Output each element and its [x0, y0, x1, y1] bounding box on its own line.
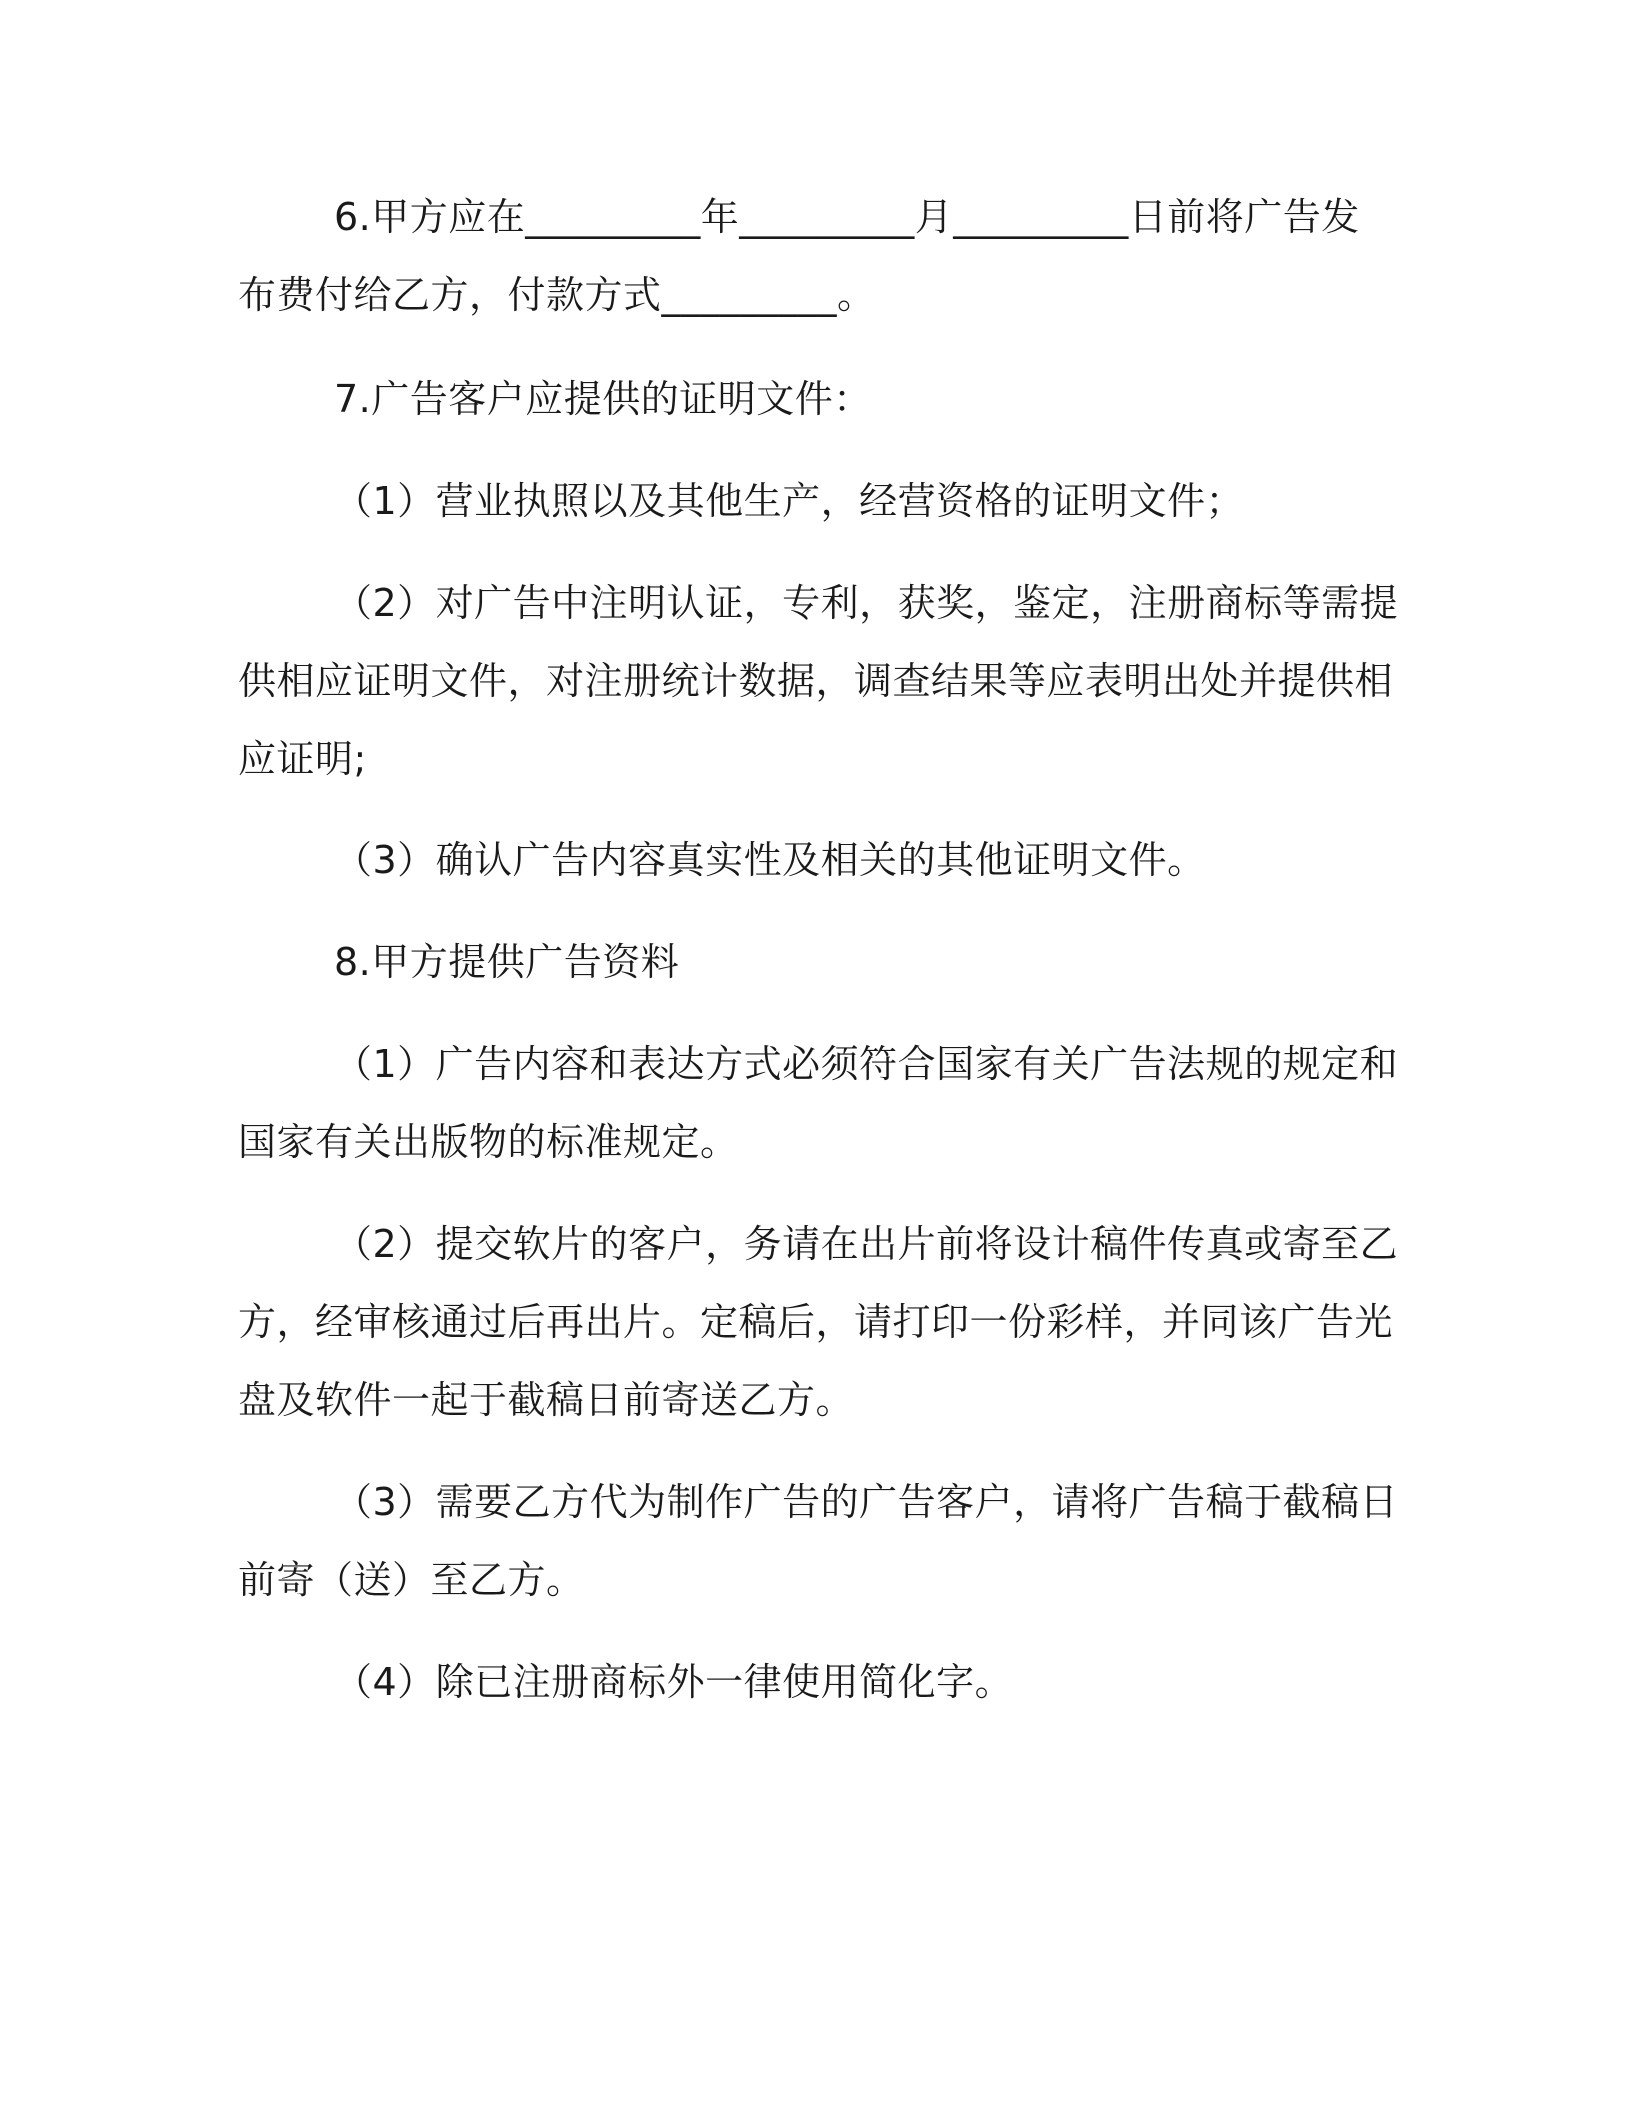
text-line: （3）确认广告内容真实性及相关的其他证明文件。 — [334, 838, 1206, 882]
paragraph-item-7-3 — [238, 821, 1368, 899]
paragraph-item-7 — [238, 360, 1368, 438]
paragraph-item-8 — [238, 923, 1368, 1001]
paragraph-item-8-1 — [238, 1025, 1399, 1181]
paragraph-item-7-2 — [238, 564, 1399, 798]
text-line: （2）对广告中注明认证，专利，获奖，鉴定，注册商标等需提 — [334, 581, 1399, 625]
paragraph-item-8-4 — [238, 1643, 1368, 1721]
text-line: 布费付给乙方，付款方式_________。 — [238, 273, 876, 317]
paragraph-item-8-2 — [238, 1205, 1399, 1439]
text-line: 7.广告客户应提供的证明文件： — [334, 377, 872, 421]
text-line: （2）提交软片的客户，务请在出片前将设计稿件传真或寄至乙 — [334, 1222, 1399, 1266]
text-line: 方，经审核通过后再出片。定稿后，请打印一份彩样，并同该广告光 — [238, 1300, 1394, 1344]
paragraph-item-7-1 — [238, 462, 1368, 540]
text-line: 应证明; — [238, 737, 367, 781]
text-line: 国家有关出版物的标准规定。 — [238, 1120, 739, 1164]
text-line: 前寄（送）至乙方。 — [238, 1558, 585, 1602]
text-line: （3）需要乙方代为制作广告的广告客户，请将广告稿于截稿日 — [334, 1480, 1399, 1524]
text-line: （1）营业执照以及其他生产，经营资格的证明文件； — [334, 479, 1245, 523]
text-line: 8.甲方提供广告资料 — [334, 940, 680, 984]
text-line: 盘及软件一起于截稿日前寄送乙方。 — [238, 1378, 855, 1422]
paragraph-item-6 — [238, 178, 1368, 334]
text-line: （1）广告内容和表达方式必须符合国家有关广告法规的规定和 — [334, 1042, 1399, 1086]
paragraph-item-8-3 — [238, 1463, 1399, 1619]
text-line: 供相应证明文件，对注册统计数据，调查结果等应表明出处并提供相 — [238, 659, 1394, 703]
text-line: （4）除已注册商标外一律使用简化字。 — [334, 1660, 1014, 1704]
text-line: 6.甲方应在_________年_________月_________日前将广告发 — [334, 195, 1360, 239]
